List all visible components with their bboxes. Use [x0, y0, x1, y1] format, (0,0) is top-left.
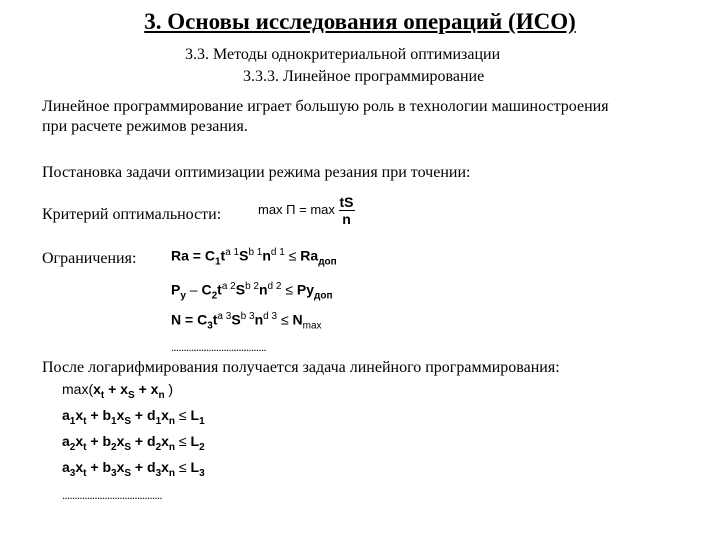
criterion-label: Критерий оптимальности: — [42, 206, 222, 223]
criterion-lhs: max П = max — [258, 201, 335, 217]
criterion-fraction — [339, 194, 355, 227]
constraints-label: Ограничения: — [42, 250, 137, 267]
section-subtitle: 3.3. Методы однокритериальной оптимизации — [185, 46, 501, 63]
criterion-formula — [258, 194, 355, 227]
lp-constraint-1: $a_1x_t + b_1x_S + d_1x_n \le L_1$ — [62, 407, 205, 427]
slide-title: 3. Основы исследования операций (ИСО) — [144, 9, 576, 34]
lp-objective: $\max(x_t + x_S + x_n$ ) — [62, 381, 174, 401]
intro-line-1: Линейное программирование играет большую роль в технологии машиностроения — [42, 98, 609, 115]
lp-constraint-3: $a_3x_t + b_3x_S + d_3x_n \le L_3$ — [62, 459, 205, 479]
constraint-power: $N = C_3t^{a 3}S^{b 3}n^{d 3} \le N_{max}$ — [171, 311, 322, 332]
constraints-ellipsis: ...................................... — [171, 340, 266, 354]
constraint-roughness: $Ra = C_1t^{a 1}S^{b 1}n^{d 1} \le Ra_{доп}$ — [171, 247, 337, 268]
intro-line-2: при расчете режимов резания. — [42, 118, 248, 135]
log-statement: После логарифмирования получается задача линейного программирования: — [42, 359, 560, 376]
lp-ellipsis: ........................................ — [62, 488, 162, 502]
problem-statement: Постановка задачи оптимизации режима резания при точении: — [42, 164, 471, 181]
subsection-subtitle: 3.3.3. Линейное программирование — [243, 68, 485, 85]
criterion-denominator: n — [342, 211, 351, 227]
lp-constraint-2: $a_2x_t + b_2x_S + d_2x_n \le L_2$ — [62, 433, 205, 453]
criterion-numerator: tS — [339, 194, 354, 210]
constraint-force: $P_y - C_2t^{a 2}S^{b 2}n^{d 2} \le Py_{доп}$ — [171, 281, 333, 302]
